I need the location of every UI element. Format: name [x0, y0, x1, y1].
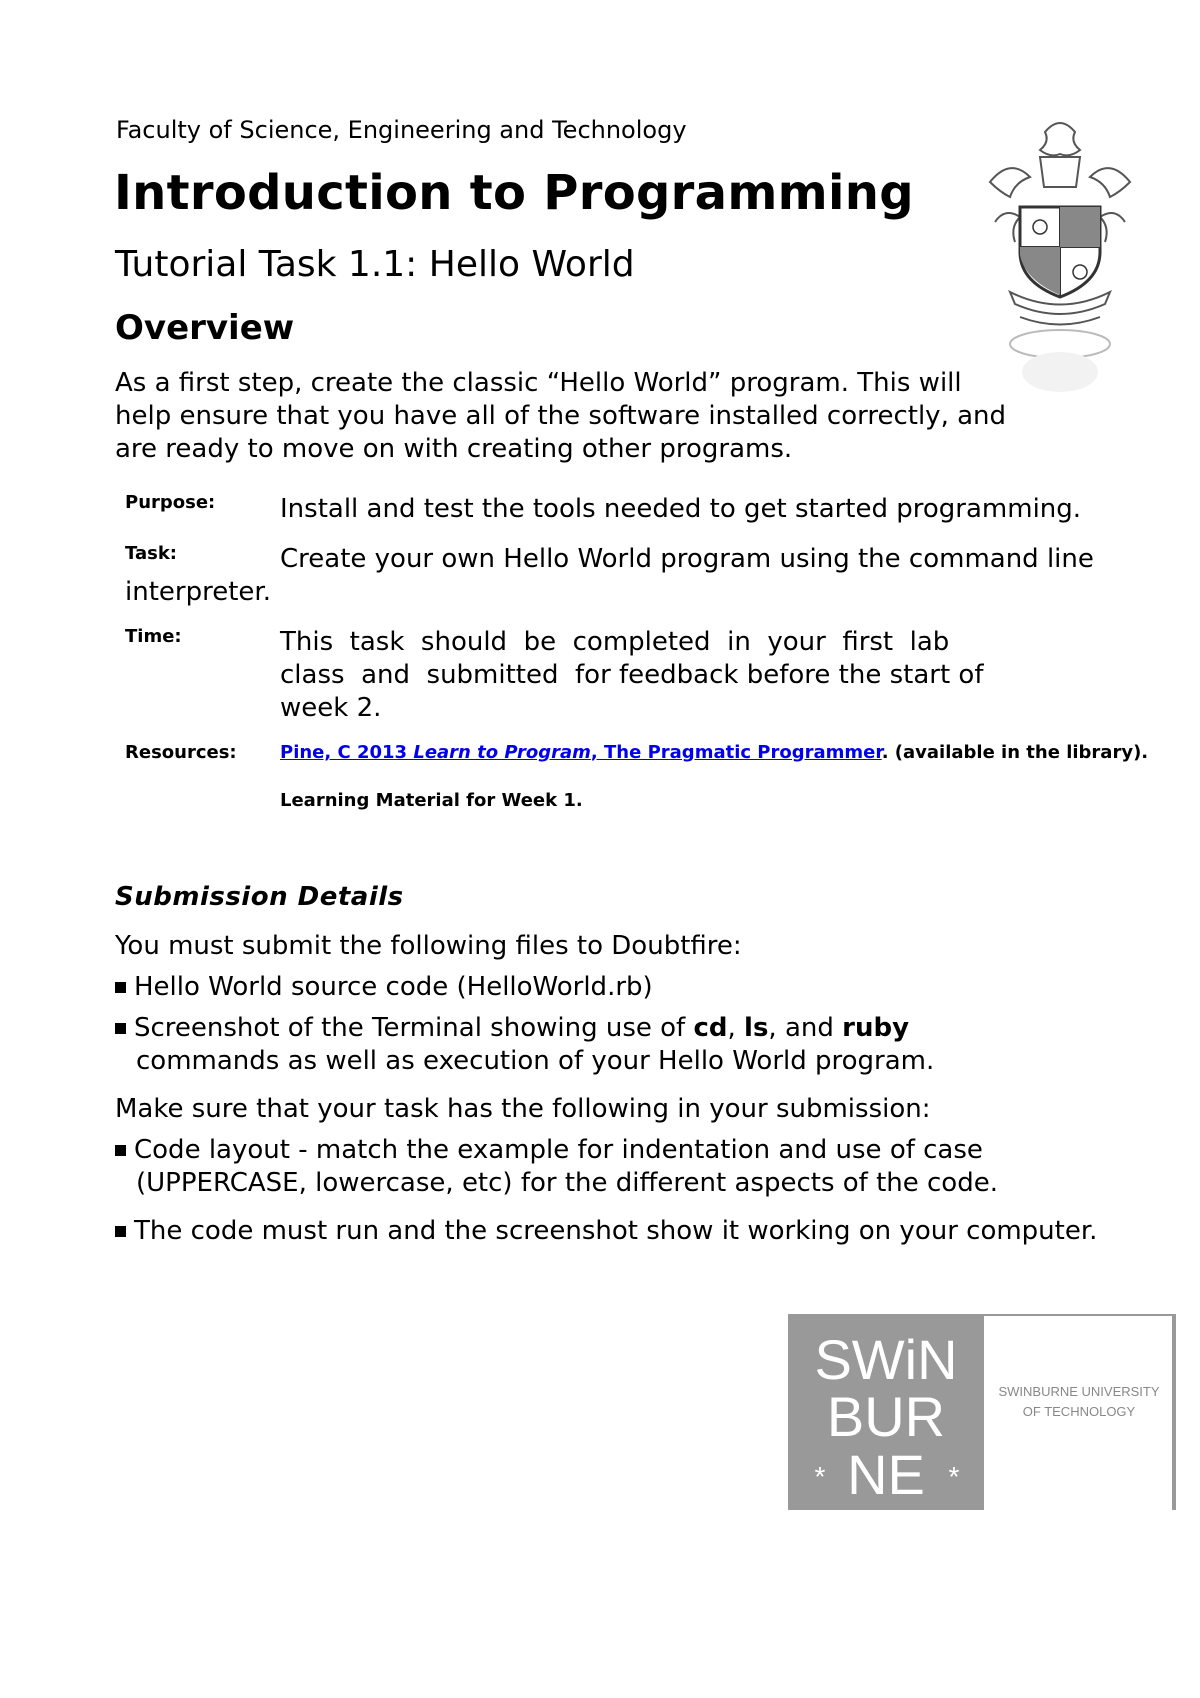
submission-intro: You must submit the following files to Doubtfire:	[115, 931, 742, 961]
requirements-intro: Make sure that your task has the following in your submission:	[115, 1094, 931, 1124]
page-subtitle: Tutorial Task 1.1: Hello World	[115, 244, 635, 285]
time-line: This task should be completed in your first lab	[280, 627, 950, 657]
svg-text:*: *	[948, 1461, 960, 1492]
svg-text:SWINBURNE UNIVERSITY: SWINBURNE UNIVERSITY	[998, 1384, 1160, 1399]
purpose-label: Purpose:	[125, 492, 216, 513]
svg-text:*: *	[814, 1461, 826, 1492]
svg-text:NE: NE	[847, 1443, 925, 1506]
overview-paragraph	[115, 367, 1115, 466]
overview-heading: Overview	[115, 308, 295, 348]
svg-text:OF TECHNOLOGY: OF TECHNOLOGY	[1022, 1404, 1136, 1419]
task-value: Create your own Hello World program using the command line	[280, 544, 1094, 574]
resource-citation	[280, 742, 1148, 763]
faculty-name: Faculty of Science, Engineering and Technology	[116, 116, 687, 144]
list-item: The code must run and the screenshot show it working on your computer.	[115, 1215, 1097, 1248]
resource-availability: . (available in the library).	[881, 742, 1149, 763]
bullet-square-icon	[115, 1023, 126, 1034]
time-line: week 2.	[280, 693, 382, 723]
overview-line: are ready to move on with creating other programs.	[115, 434, 793, 464]
list-item: Code layout - match the example for indentation and use of case (UPPERCASE, lowercase, etc) for the different aspects of the code.	[115, 1134, 998, 1200]
task-label: Task:	[125, 543, 177, 564]
overview-line: help ensure that you have all of the software installed correctly, and	[115, 401, 1007, 431]
svg-text:SWiN: SWiN	[814, 1328, 958, 1391]
resources-label: Resources:	[125, 742, 237, 763]
submission-heading: Submission Details	[115, 882, 404, 912]
overview-line: As a first step, create the classic “Hello World” program. This will	[115, 368, 962, 398]
bullet-square-icon	[115, 982, 126, 993]
resource-link[interactable]: Pine, C 2013 Learn to Program, The Pragmatic Programmer	[280, 742, 882, 763]
svg-text:BUR: BUR	[826, 1385, 946, 1448]
time-line: class and submitted for feedback before the start of	[280, 660, 984, 690]
time-label: Time:	[125, 626, 182, 647]
bullet-square-icon	[115, 1226, 126, 1237]
bullet-square-icon	[115, 1145, 126, 1156]
task-value-continued: interpreter.	[125, 577, 271, 607]
university-crest-icon	[980, 112, 1140, 402]
resource-learning-material: Learning Material for Week 1.	[280, 790, 583, 811]
purpose-value: Install and test the tools needed to get started programming.	[280, 494, 1082, 524]
list-item: Hello World source code (HelloWorld.rb)	[115, 971, 653, 1004]
list-item: Screenshot of the Terminal showing use of cd, ls, and ruby commands as well as execution of your Hello World program.	[115, 1012, 934, 1078]
page-title: Introduction to Programming	[114, 165, 914, 221]
swinburne-logo	[788, 1314, 1176, 1510]
